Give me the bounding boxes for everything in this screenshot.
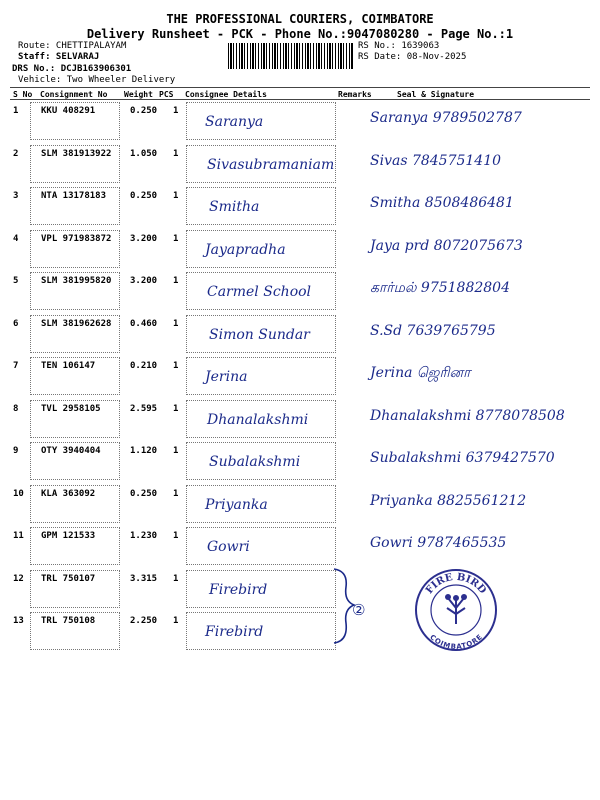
row-sno: 13 bbox=[13, 616, 24, 626]
row-weight: 3.200 bbox=[130, 276, 158, 286]
col-consignee: Consignee Details bbox=[185, 90, 267, 99]
table-row bbox=[10, 143, 590, 185]
consignment-box bbox=[30, 485, 120, 523]
table-row bbox=[10, 185, 590, 227]
consignee-name: Priyanka bbox=[205, 496, 268, 513]
rs-date: RS Date: 08-Nov-2025 bbox=[358, 52, 467, 62]
col-weight: Weight bbox=[124, 90, 153, 99]
consignee-name: Sivasubramaniam bbox=[207, 156, 335, 173]
svg-text:FIRE BIRD bbox=[424, 572, 488, 597]
row-consignment-no: SLM 381913922 bbox=[41, 148, 112, 159]
table-row bbox=[10, 483, 590, 525]
consignee-name: Firebird bbox=[205, 624, 264, 640]
row-consignment-no: VPL 971983872 bbox=[41, 233, 112, 244]
consignment-box bbox=[30, 357, 120, 395]
consignee-name: Gowri bbox=[207, 539, 250, 555]
row-sno: 12 bbox=[13, 573, 24, 584]
header-top-rule bbox=[10, 87, 590, 88]
brace-annotation bbox=[328, 565, 376, 645]
annotation-mark: ② bbox=[352, 601, 366, 619]
consignee-name: Subalakshmi bbox=[209, 454, 301, 470]
consignment-box bbox=[30, 315, 120, 353]
consignee-name: Smitha bbox=[209, 199, 260, 215]
row-pcs: 1 bbox=[173, 361, 179, 371]
consignment-box bbox=[30, 102, 120, 140]
row-pcs: 1 bbox=[173, 446, 179, 456]
consignment-box bbox=[30, 442, 120, 480]
row-sno: 1 bbox=[13, 106, 19, 116]
row-pcs: 1 bbox=[173, 233, 179, 244]
barcode bbox=[228, 43, 354, 69]
row-sno: 4 bbox=[13, 233, 19, 244]
signature: S.Sd 7639765795 bbox=[370, 322, 496, 339]
consignee-name: Firebird bbox=[209, 581, 268, 598]
row-weight: 0.250 bbox=[130, 191, 158, 201]
row-sno: 5 bbox=[13, 276, 19, 286]
row-weight: 3.315 bbox=[130, 573, 158, 584]
signature: Jerina ஜெரினா bbox=[370, 365, 471, 381]
consignment-box bbox=[30, 570, 120, 608]
row-sno: 9 bbox=[13, 446, 19, 456]
consignment-box bbox=[30, 187, 120, 225]
consignee-name: Dhanalakshmi bbox=[207, 411, 309, 428]
signature: Sivas 7845751410 bbox=[370, 152, 502, 169]
row-pcs: 1 bbox=[173, 403, 179, 414]
consignee-name: Carmel School bbox=[207, 284, 312, 300]
row-consignment-no: KLA 363092 bbox=[41, 488, 96, 499]
row-pcs: 1 bbox=[173, 191, 179, 201]
signature: Smitha 8508486481 bbox=[370, 195, 514, 211]
consignee-name: Simon Sundar bbox=[209, 326, 310, 343]
row-consignment-no: TRL 750107 bbox=[41, 573, 96, 584]
runsheet-subtitle: Delivery Runsheet - PCK - Phone No.:9047080280 - Page No.:1 bbox=[86, 27, 514, 41]
row-sno: 7 bbox=[13, 361, 19, 371]
row-consignment-no: OTY 3940404 bbox=[41, 446, 101, 456]
row-pcs: 1 bbox=[173, 573, 179, 584]
row-consignment-no: TVL 2958105 bbox=[41, 403, 101, 414]
company-title: THE PROFESSIONAL COURIERS, COIMBATORE bbox=[166, 12, 434, 26]
consignment-box bbox=[30, 145, 120, 183]
row-weight: 1.230 bbox=[130, 531, 158, 541]
row-consignment-no: GPM 121533 bbox=[41, 531, 96, 541]
row-weight: 0.250 bbox=[130, 488, 158, 499]
row-sno: 3 bbox=[13, 191, 19, 201]
row-weight: 1.120 bbox=[130, 446, 158, 456]
row-weight: 2.595 bbox=[130, 403, 158, 414]
row-pcs: 1 bbox=[173, 318, 179, 329]
signature: Subalakshmi 6379427570 bbox=[370, 450, 555, 466]
row-sno: 6 bbox=[13, 318, 19, 329]
row-sno: 2 bbox=[13, 148, 19, 159]
table-row bbox=[10, 568, 590, 610]
svg-text:COIMBATORE bbox=[428, 633, 484, 651]
col-sno: S No bbox=[13, 90, 33, 99]
row-consignment-no: KKU 408291 bbox=[41, 106, 96, 116]
row-pcs: 1 bbox=[173, 531, 179, 541]
row-consignment-no: TRL 750108 bbox=[41, 616, 96, 626]
row-sno: 8 bbox=[13, 403, 19, 414]
row-pcs: 1 bbox=[173, 616, 179, 626]
row-weight: 2.250 bbox=[130, 616, 158, 626]
row-pcs: 1 bbox=[173, 488, 179, 499]
table-row bbox=[10, 610, 590, 652]
stamp-top-text: FIRE BIRD bbox=[423, 571, 489, 597]
row-weight: 0.460 bbox=[130, 318, 158, 329]
consignee-name: Saranya bbox=[205, 114, 264, 130]
row-pcs: 1 bbox=[173, 276, 179, 286]
row-pcs: 1 bbox=[173, 148, 179, 159]
table-row bbox=[10, 100, 590, 142]
row-sno: 11 bbox=[13, 531, 24, 541]
row-pcs: 1 bbox=[173, 106, 179, 116]
col-remarks: Remarks bbox=[338, 90, 372, 99]
table-row bbox=[10, 270, 590, 312]
signature: Jaya prd 8072075673 bbox=[370, 237, 523, 254]
consignee-name: Jerina bbox=[205, 369, 248, 385]
col-seal-signature: Seal & Signature bbox=[397, 90, 475, 99]
row-consignment-no: TEN 106147 bbox=[41, 361, 96, 371]
stamp-bottom-text: COIMBATORE bbox=[428, 633, 484, 651]
row-consignment-no: NTA 13178183 bbox=[41, 191, 107, 201]
signature: கார்மல் 9751882804 bbox=[370, 280, 510, 296]
table-row bbox=[10, 398, 590, 440]
drs-number: DRS No.: DCJB163906301 bbox=[12, 64, 132, 74]
rs-number: RS No.: 1639063 bbox=[358, 41, 440, 51]
consignment-box bbox=[30, 400, 120, 438]
consignment-box bbox=[30, 230, 120, 268]
table-row bbox=[10, 313, 590, 355]
signature: Priyanka 8825561212 bbox=[370, 492, 527, 509]
signature: Gowri 9787465535 bbox=[370, 535, 507, 551]
col-pcs: PCS bbox=[159, 90, 174, 99]
firebird-stamp bbox=[414, 568, 498, 652]
consignment-box bbox=[30, 612, 120, 650]
row-consignment-no: SLM 381962628 bbox=[41, 318, 112, 329]
row-weight: 3.200 bbox=[130, 233, 158, 244]
row-weight: 0.210 bbox=[130, 361, 158, 371]
signature: Dhanalakshmi 8778078508 bbox=[370, 407, 565, 424]
table-row bbox=[10, 440, 590, 482]
row-sno: 10 bbox=[13, 488, 24, 499]
table-row bbox=[10, 355, 590, 397]
consignment-box bbox=[30, 527, 120, 565]
table-row bbox=[10, 228, 590, 270]
col-consignment: Consignment No bbox=[40, 90, 108, 99]
row-consignment-no: SLM 381995820 bbox=[41, 276, 112, 286]
vehicle-label: Vehicle: Two Wheeler Delivery bbox=[18, 75, 176, 85]
route-label: Route: CHETTIPALAYAM bbox=[18, 41, 127, 51]
table-row bbox=[10, 525, 590, 567]
consignment-box bbox=[30, 272, 120, 310]
row-weight: 1.050 bbox=[130, 148, 158, 159]
signature: Saranya 9789502787 bbox=[370, 110, 522, 126]
consignee-name: Jayapradha bbox=[205, 241, 286, 258]
row-weight: 0.250 bbox=[130, 106, 158, 116]
staff-label: Staff: SELVARAJ bbox=[18, 52, 100, 62]
